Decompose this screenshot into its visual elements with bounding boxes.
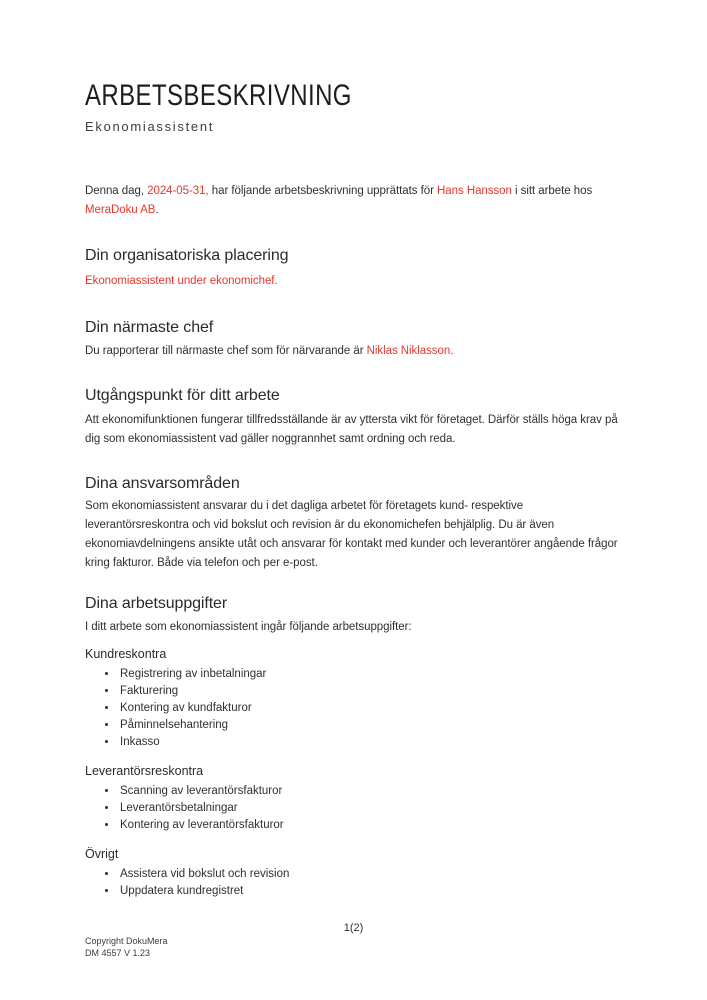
section-narmaste-chef [85, 317, 630, 361]
intro-company-name: MeraDoku AB [85, 204, 156, 216]
manager-paragraph [85, 342, 630, 361]
task-groups [85, 646, 630, 900]
task-group-label: Leverantörsreskontra [85, 764, 204, 778]
task-item: • Assistera vid bokslut och revision [118, 866, 630, 883]
task-item: • Registrering av inbetalningar [118, 666, 630, 683]
task-item: • Kontering av leverantörsfakturor [118, 817, 630, 834]
task-group-label: Övrigt [85, 847, 119, 861]
section-organisatorisk-placering [85, 245, 630, 289]
task-item: • Scanning av leverantörsfakturor [118, 783, 630, 800]
task-item: • Leverantörsbetalningar [118, 800, 630, 817]
page-number: 1(2) [343, 922, 364, 934]
section-body: I ditt arbete som ekonomiassistent ingår följande arbetsuppgifter: [85, 621, 412, 633]
section-arbetsuppgifter [85, 593, 630, 637]
intro-paragraph [85, 182, 630, 220]
task-item: • Påminnelsehantering [118, 717, 630, 734]
task-item: • Fakturering [118, 683, 630, 700]
section-heading: Din närmaste chef [85, 319, 214, 336]
section-utgangspunkt [85, 385, 630, 449]
page-title: ARBETSBESKRIVNING [85, 79, 352, 112]
manager-name: Niklas Niklasson. [366, 345, 454, 357]
task-group-label: Kundreskontra [85, 647, 167, 661]
copyright-line: Copyright DokuMera [85, 936, 168, 946]
manager-text: Du rapporterar till närmaste chef som för närvarande är [85, 345, 367, 357]
task-item-list [85, 783, 630, 834]
section-heading: Dina ansvarsområden [85, 475, 240, 492]
task-item: • Inkasso [118, 734, 630, 751]
task-group [85, 763, 630, 834]
section-heading: Din organisatoriska placering [85, 247, 289, 264]
task-item-list [85, 866, 630, 900]
section-body: Som ekonomiassistent ansvarar du i det dagliga arbetet för företagets kund- respektive leverantörsreskontra och vid bokslut och revision är du ekonomichefen behjälplig. Du är även ekonomiavdelningens ansikte utåt och ansvarar för kontakt med kunder och leverantörer angående frågor kring fakturor. Både via telefon och per e-post. [85, 500, 618, 569]
intro-employee-name: Hans Hansson [437, 185, 512, 197]
task-item: • Uppdatera kundregistret [118, 883, 630, 900]
section-body: Att ekonomifunktionen fungerar tillfredsställande är av yttersta vikt för företaget. Därför ställs höga krav på dig som ekonomiassistent vad gäller noggrannhet samt ordning och reda. [85, 414, 618, 445]
section-heading: Dina arbetsuppgifter [85, 595, 228, 612]
intro-text-lead: Denna dag, [85, 185, 148, 197]
document-id-line: DM 4557 V 1.23 [85, 947, 151, 958]
task-item: • Kontering av kundfakturor [118, 700, 630, 717]
intro-date-value: 2024-05-31, [147, 185, 209, 197]
intro-text-mid2: i sitt arbete hos [511, 185, 593, 197]
task-item-list [85, 666, 630, 751]
organisational-placement-value: Ekonomiassistent under ekonomichef. [85, 275, 278, 287]
page-subtitle: Ekonomiassistent [85, 119, 215, 134]
task-group [85, 846, 630, 900]
copyright-block [85, 936, 168, 959]
task-group [85, 646, 630, 751]
section-heading: Utgångspunkt för ditt arbete [85, 387, 280, 404]
intro-text-mid: har följande arbetsbeskrivning upprättats för [208, 185, 438, 197]
section-ansvarsomraden [85, 473, 630, 573]
intro-text-end: . [155, 204, 159, 216]
